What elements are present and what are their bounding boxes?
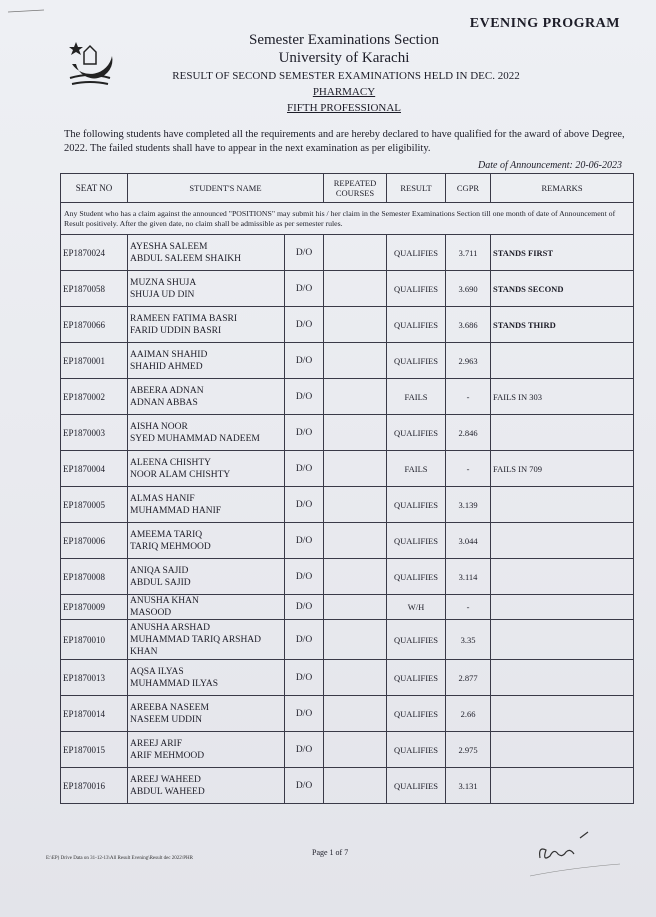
remarks-cell: STANDS FIRST: [491, 235, 634, 271]
student-name: AQSA ILYAS: [130, 666, 184, 677]
relation-cell: D/O: [285, 559, 324, 595]
header-result: RESULT: [387, 174, 446, 203]
result-cell: QUALIFIES: [387, 487, 446, 523]
relation-cell: D/O: [285, 451, 324, 487]
repeated-courses-cell: [324, 732, 387, 768]
remarks-cell: FAILS IN 709: [491, 451, 634, 487]
student-name: ANIQA SAJID: [130, 565, 189, 576]
father-name: SHUJA UD DIN: [130, 289, 195, 300]
student-name: AAIMAN SHAHID: [130, 349, 208, 360]
table-row: [61, 732, 634, 768]
relation-cell: D/O: [285, 523, 324, 559]
notice-row: [61, 203, 634, 235]
remarks-cell: [491, 696, 634, 732]
relation-cell: D/O: [285, 235, 324, 271]
student-name-cell: [128, 523, 285, 559]
student-name: AREEBA NASEEM: [130, 702, 209, 713]
father-name: NOOR ALAM CHISHTY: [130, 469, 231, 480]
seat-no: EP1870004: [63, 463, 106, 474]
seat-no-cell: [61, 415, 128, 451]
seat-no: EP1870010: [63, 634, 106, 645]
student-name: ABEERA ADNAN: [130, 385, 204, 396]
result-title: RESULT OF SECOND SEMESTER EXAMINATIONS HELD IN DEC. 2022: [172, 70, 520, 82]
seat-no-cell: [61, 307, 128, 343]
relation-cell: D/O: [285, 696, 324, 732]
student-name-cell: [128, 487, 285, 523]
remarks-cell: [491, 660, 634, 696]
footer-path: E:\EP) Drive Data on 31-12-13\All Result Evening\Result dec 2022\PHR: [46, 856, 193, 861]
student-name: ALEENA CHISHTY: [130, 457, 212, 468]
remarks-cell: [491, 559, 634, 595]
remarks-cell: [491, 595, 634, 620]
student-name-cell: [128, 620, 285, 660]
student-name-cell: [128, 235, 285, 271]
father-name: MUHAMMAD ILYAS: [130, 678, 218, 689]
student-name-cell: [128, 595, 285, 620]
result-cell: QUALIFIES: [387, 559, 446, 595]
seat-no: EP1870002: [63, 391, 106, 402]
result-cell: FAILS: [387, 451, 446, 487]
student-name-cell: [128, 343, 285, 379]
student-name-cell: [128, 415, 285, 451]
repeated-courses-cell: [324, 487, 387, 523]
seat-no: EP1870008: [63, 571, 106, 582]
repeated-courses-cell: [324, 620, 387, 660]
student-name: RAMEEN FATIMA BASRI: [130, 313, 237, 324]
seat-no: EP1870001: [63, 355, 106, 366]
cgpr-cell: 3.114: [446, 559, 491, 595]
father-name: SYED MUHAMMAD NADEEM: [130, 433, 260, 444]
relation-cell: D/O: [285, 307, 324, 343]
student-name-cell: [128, 307, 285, 343]
cgpr-cell: 2.846: [446, 415, 491, 451]
father-name: TARIQ MEHMOOD: [130, 541, 211, 552]
header-name: STUDENT'S NAME: [128, 174, 324, 203]
table-row: [61, 660, 634, 696]
table-row: [61, 271, 634, 307]
repeated-courses-cell: [324, 768, 387, 804]
cgpr-cell: 3.139: [446, 487, 491, 523]
remarks-cell: STANDS SECOND: [491, 271, 634, 307]
seat-no: EP1870006: [63, 535, 106, 546]
cgpr-cell: 3.711: [446, 235, 491, 271]
cgpr-cell: 2.975: [446, 732, 491, 768]
seat-no-cell: [61, 595, 128, 620]
seat-no-cell: [61, 343, 128, 379]
table-row: [61, 696, 634, 732]
seat-no-cell: [61, 379, 128, 415]
seat-no: EP1870003: [63, 427, 106, 438]
professional-title: FIFTH PROFESSIONAL: [287, 102, 401, 114]
seat-no: EP1870013: [63, 672, 106, 683]
intro-text: The following students have completed all the requirements and are hereby declared to have qualified for the award of above Degree, 2022. The failed students shall have to appear in the next examination as per eligibility.: [64, 129, 625, 154]
student-name-cell: [128, 660, 285, 696]
father-name: NASEEM UDDIN: [130, 714, 203, 725]
result-cell: QUALIFIES: [387, 271, 446, 307]
announcement-date: Date of Announcement: 20-06-2023: [478, 160, 622, 171]
student-name: AISHA NOOR: [130, 421, 188, 432]
remarks-cell: [491, 768, 634, 804]
table-row: [61, 379, 634, 415]
seat-no: EP1870024: [63, 247, 106, 258]
section-title: Semester Examinations Section: [249, 32, 439, 48]
seat-no-cell: [61, 487, 128, 523]
repeated-courses-cell: [324, 595, 387, 620]
faculty-title: PHARMACY: [312, 86, 376, 98]
cgpr-cell: 2.66: [446, 696, 491, 732]
father-name: MUHAMMAD HANIF: [130, 505, 222, 516]
repeated-courses-cell: [324, 451, 387, 487]
table-row: [61, 559, 634, 595]
result-cell: QUALIFIES: [387, 343, 446, 379]
father-name: ABDUL SALEEM SHAIKH: [130, 253, 242, 264]
seat-no: EP1870005: [63, 499, 106, 510]
student-name-cell: [128, 271, 285, 307]
cgpr-cell: 3.044: [446, 523, 491, 559]
header-remarks: REMARKS: [491, 174, 634, 203]
pen-mark: [6, 8, 46, 14]
student-name: ALMAS HANIF: [130, 493, 195, 504]
relation-cell: D/O: [285, 415, 324, 451]
student-name: AREEJ ARIF: [130, 738, 182, 749]
remarks-cell: STANDS THIRD: [491, 307, 634, 343]
result-cell: QUALIFIES: [387, 660, 446, 696]
repeated-courses-cell: [324, 523, 387, 559]
result-cell: W/H: [387, 595, 446, 620]
table-row: [61, 343, 634, 379]
repeated-courses-cell: [324, 559, 387, 595]
header-cgpr: CGPR: [446, 174, 491, 203]
student-name-cell: [128, 379, 285, 415]
result-cell: QUALIFIES: [387, 696, 446, 732]
father-name: MASOOD: [130, 608, 172, 618]
seat-no-cell: [61, 732, 128, 768]
result-cell: QUALIFIES: [387, 415, 446, 451]
remarks-cell: [491, 415, 634, 451]
remarks-cell: FAILS IN 303: [491, 379, 634, 415]
seat-no: EP1870066: [63, 319, 106, 330]
seat-no-cell: [61, 768, 128, 804]
result-table: [60, 173, 634, 804]
result-cell: QUALIFIES: [387, 307, 446, 343]
student-name-cell: [128, 559, 285, 595]
relation-cell: D/O: [285, 595, 324, 620]
repeated-courses-cell: [324, 343, 387, 379]
seat-no-cell: [61, 696, 128, 732]
cgpr-cell: 2.963: [446, 343, 491, 379]
table-header-row: [61, 174, 634, 203]
remarks-cell: [491, 620, 634, 660]
student-name: AYESHA SALEEM: [130, 241, 208, 252]
result-cell: QUALIFIES: [387, 523, 446, 559]
page-number: Page 1 of 7: [312, 848, 349, 857]
table-row: [61, 415, 634, 451]
cgpr-cell: 3.690: [446, 271, 491, 307]
table-row: [61, 595, 634, 620]
student-name-cell: [128, 732, 285, 768]
seat-no: EP1870016: [63, 780, 106, 791]
cgpr-cell: -: [446, 595, 491, 620]
student-name-cell: [128, 696, 285, 732]
table-row: [61, 768, 634, 804]
relation-cell: D/O: [285, 379, 324, 415]
relation-cell: D/O: [285, 660, 324, 696]
header-seat: SEAT NO: [61, 174, 128, 203]
relation-cell: D/O: [285, 732, 324, 768]
remarks-cell: [491, 343, 634, 379]
header-repeated: REPEATED COURSES: [324, 174, 387, 203]
relation-cell: D/O: [285, 768, 324, 804]
seat-no-cell: [61, 235, 128, 271]
seat-no: EP1870058: [63, 283, 106, 294]
seat-no-cell: [61, 660, 128, 696]
cgpr-cell: 3.35: [446, 620, 491, 660]
cgpr-cell: 3.686: [446, 307, 491, 343]
seat-no: EP1870009: [63, 602, 106, 612]
student-name: ANUSHA KHAN: [130, 596, 199, 606]
program-label: EVENING PROGRAM: [469, 16, 620, 31]
student-name: AMEEMA TARIQ: [130, 529, 203, 540]
repeated-courses-cell: [324, 660, 387, 696]
repeated-courses-cell: [324, 415, 387, 451]
seat-no-cell: [61, 451, 128, 487]
result-cell: QUALIFIES: [387, 768, 446, 804]
table-row: [61, 620, 634, 660]
repeated-courses-cell: [324, 307, 387, 343]
seat-no: EP1870014: [63, 708, 106, 719]
student-name-cell: [128, 768, 285, 804]
table-row: [61, 235, 634, 271]
seat-no-cell: [61, 620, 128, 660]
relation-cell: D/O: [285, 620, 324, 660]
relation-cell: D/O: [285, 487, 324, 523]
university-title: University of Karachi: [278, 50, 410, 66]
cgpr-cell: -: [446, 451, 491, 487]
result-cell: FAILS: [387, 379, 446, 415]
seat-no-cell: [61, 523, 128, 559]
student-name: MUZNA SHUJA: [130, 277, 197, 288]
father-name: ARIF MEHMOOD: [130, 750, 205, 761]
relation-cell: D/O: [285, 343, 324, 379]
cgpr-cell: 2.877: [446, 660, 491, 696]
remarks-cell: [491, 732, 634, 768]
father-name: ADNAN ABBAS: [130, 397, 198, 408]
cgpr-cell: 3.131: [446, 768, 491, 804]
student-name-cell: [128, 451, 285, 487]
repeated-courses-cell: [324, 379, 387, 415]
repeated-courses-cell: [324, 271, 387, 307]
father-name: MUHAMMAD TARIQ ARSHAD KHAN: [130, 634, 262, 657]
table-row: [61, 523, 634, 559]
remarks-cell: [491, 523, 634, 559]
seat-no: EP1870015: [63, 744, 106, 755]
father-name: FARID UDDIN BASRI: [130, 325, 222, 336]
notice-text: Any Student who has a claim against the announced "POSITIONS" may submit his / her claim in the Semester Examinations Section till one month of date of Announcement of Result positively. After the given date, no claim shall be admissible as per semester rules.: [61, 203, 634, 235]
remarks-cell: [491, 487, 634, 523]
father-name: SHAHID AHMED: [130, 361, 203, 372]
result-cell: QUALIFIES: [387, 732, 446, 768]
repeated-courses-cell: [324, 696, 387, 732]
repeated-courses-cell: [324, 235, 387, 271]
seat-no-cell: [61, 271, 128, 307]
relation-cell: D/O: [285, 271, 324, 307]
student-name: ANUSHA ARSHAD: [130, 622, 210, 633]
result-cell: QUALIFIES: [387, 235, 446, 271]
signature: [520, 828, 640, 888]
cgpr-cell: -: [446, 379, 491, 415]
father-name: ABDUL WAHEED: [130, 786, 205, 797]
student-name: AREEJ WAHEED: [130, 774, 201, 785]
father-name: ABDUL SAJID: [130, 577, 191, 588]
result-cell: QUALIFIES: [387, 620, 446, 660]
table-row: [61, 487, 634, 523]
seat-no-cell: [61, 559, 128, 595]
table-row: [61, 307, 634, 343]
table-row: [61, 451, 634, 487]
